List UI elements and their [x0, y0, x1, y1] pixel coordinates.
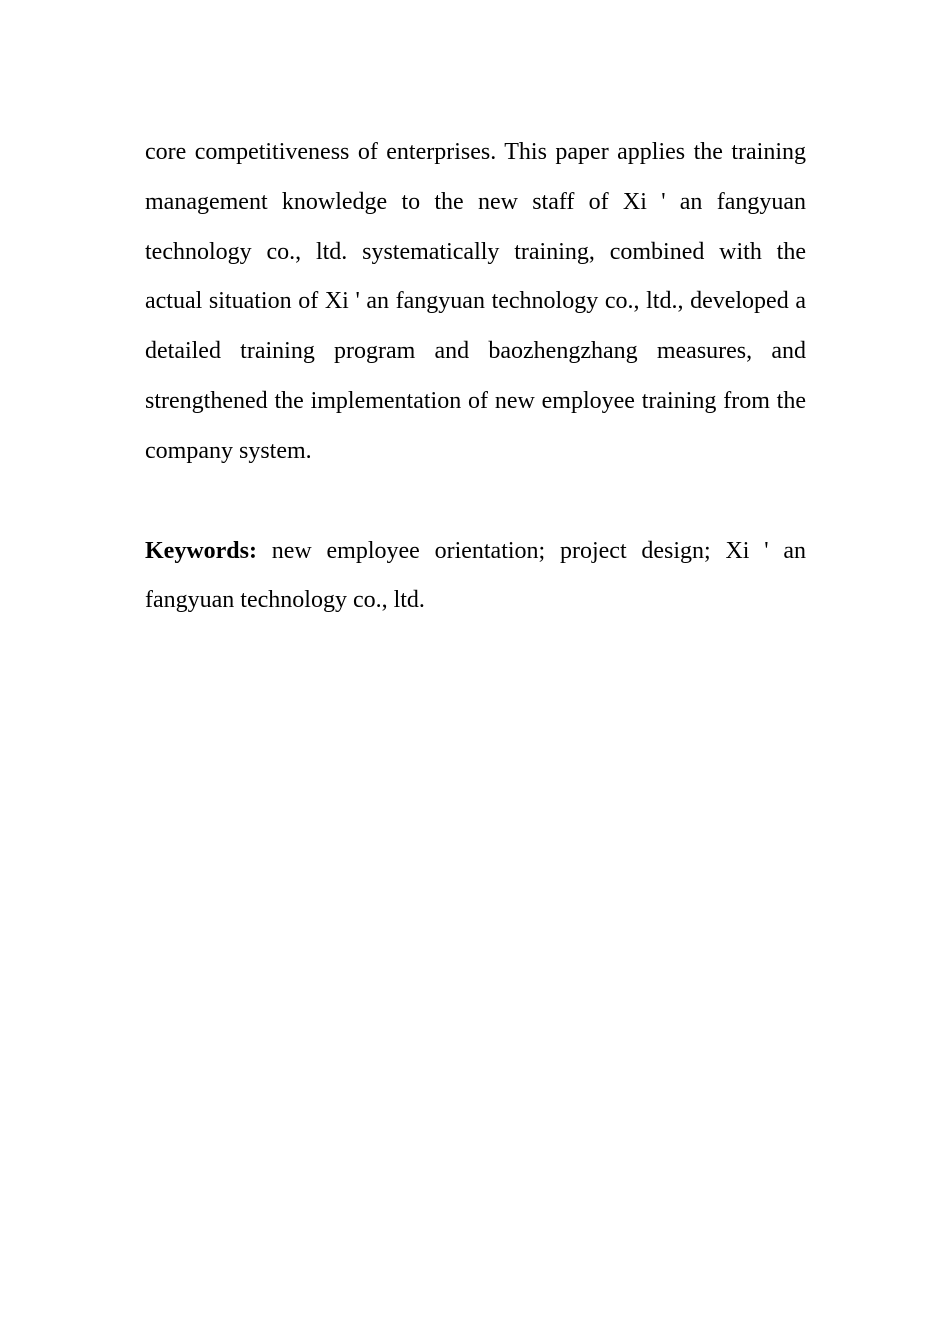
document-page — [145, 128, 806, 626]
keywords-label: Keywords: — [145, 537, 257, 564]
keywords-text: new employee orientation; project design; Xi ' an fangyuan technology co., ltd. — [145, 537, 806, 614]
abstract-paragraph: core competitiveness of enterprises. This paper applies the training management knowledge to the new staff of Xi ' an fangyuan technology co., ltd. systematically training, combined with the actual situation of Xi ' an fangyuan technology co., ltd., developed a detailed training program and baozhengzhang measures, and strengthened the implementation of new employee training from the company system. — [145, 139, 806, 464]
keywords-paragraph — [145, 527, 806, 627]
